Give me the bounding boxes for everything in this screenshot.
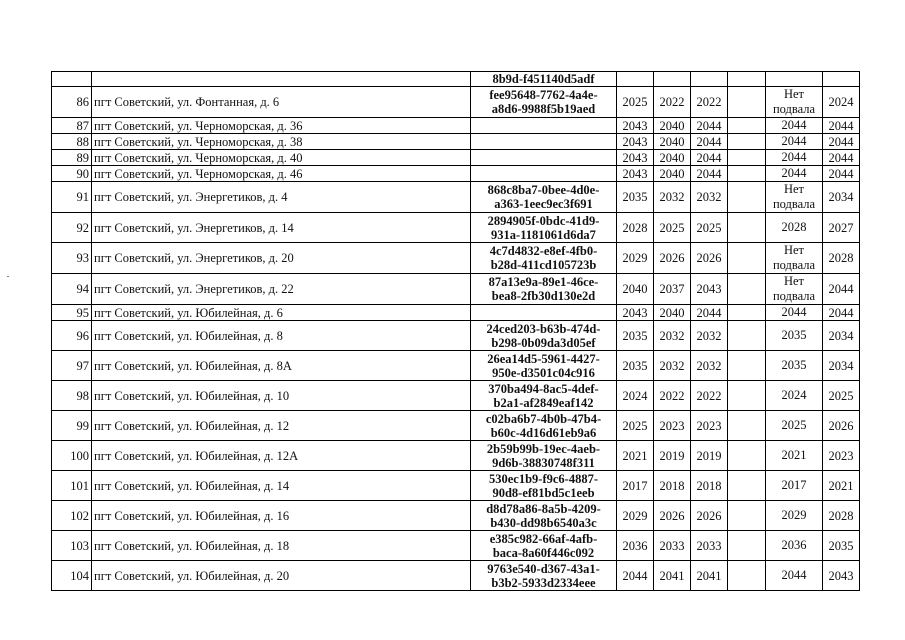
cell-year-3: 2043 <box>691 274 728 305</box>
cell-year-3: 2025 <box>691 213 728 243</box>
cell-number: 96 <box>52 321 92 351</box>
cell-address: пгт Советский, ул. Юбилейная, д. 14 <box>92 471 471 501</box>
cell-year-2: 2026 <box>654 243 691 274</box>
cell-number: 101 <box>52 471 92 501</box>
cell-year-6: 2026 <box>823 411 860 441</box>
cell-guid <box>471 213 617 243</box>
table-row <box>52 531 860 561</box>
cell-year-2 <box>654 72 691 87</box>
cell-year-4 <box>728 441 766 471</box>
guid-line-2: bea8-2fb30d130e2d <box>491 289 596 303</box>
cell-year-5: 2035 <box>766 351 823 381</box>
cell-guid <box>471 321 617 351</box>
cell-number: 97 <box>52 351 92 381</box>
cell-year-5: Нет подвала <box>766 87 823 118</box>
cell-year-1: 2029 <box>617 501 654 531</box>
cell-year-2: 2025 <box>654 213 691 243</box>
cell-year-4 <box>728 150 766 166</box>
cell-year-4 <box>728 72 766 87</box>
guid-line-1: 26ea14d5-5961-4427- <box>487 351 600 366</box>
cell-address: пгт Советский, ул. Черноморская, д. 40 <box>92 150 471 166</box>
cell-number: 94 <box>52 274 92 305</box>
cell-number: 91 <box>52 182 92 213</box>
cell-year-5: Нет подвала <box>766 182 823 213</box>
guid-line-1: 9763e540-d367-43a1- <box>487 561 600 576</box>
cell-year-4 <box>728 274 766 305</box>
cell-year-1: 2025 <box>617 411 654 441</box>
cell-year-1: 2025 <box>617 87 654 118</box>
cell-year-4 <box>728 182 766 213</box>
guid-line-2: 950e-d3501c04c916 <box>492 365 595 380</box>
guid-line-2: b298-0b09da3d05ef <box>491 335 596 350</box>
cell-guid <box>471 274 617 305</box>
cell-year-3 <box>691 72 728 87</box>
cell-year-5: 2028 <box>766 213 823 243</box>
cell-year-5: 2044 <box>766 305 823 321</box>
cell-year-5: 2024 <box>766 381 823 411</box>
cell-address: пгт Советский, ул. Юбилейная, д. 16 <box>92 501 471 531</box>
cell-year-3: 2026 <box>691 501 728 531</box>
cell-year-6: 2021 <box>823 471 860 501</box>
cell-guid <box>471 87 617 118</box>
cell-guid <box>471 471 617 501</box>
table-row <box>52 411 860 441</box>
cell-year-5: 2044 <box>766 118 823 134</box>
cell-year-3: 2044 <box>691 134 728 150</box>
guid-line-1: 2b59b99b-19ec-4aeb- <box>486 441 601 456</box>
cell-year-4 <box>728 134 766 150</box>
cell-year-5: Нет подвала <box>766 274 823 305</box>
guid-line-1: 4c7d4832-e8ef-4fb0- <box>489 244 598 258</box>
cell-year-1: 2036 <box>617 531 654 561</box>
cell-year-1: 2028 <box>617 213 654 243</box>
cell-year-4 <box>728 381 766 411</box>
table-row <box>52 561 860 591</box>
margin-mark <box>7 276 9 277</box>
cell-year-2: 2032 <box>654 351 691 381</box>
cell-year-1: 2024 <box>617 381 654 411</box>
cell-guid <box>471 118 617 134</box>
cell-year-2: 2040 <box>654 118 691 134</box>
cell-year-4 <box>728 561 766 591</box>
cell-year-3: 2044 <box>691 118 728 134</box>
cell-address: пгт Советский, ул. Черноморская, д. 36 <box>92 118 471 134</box>
cell-year-2: 2032 <box>654 321 691 351</box>
guid-line-2: 90d8-ef81bd5c1eeb <box>492 485 595 500</box>
cell-year-3: 2026 <box>691 243 728 274</box>
cell-number: 88 <box>52 134 92 150</box>
table-row <box>52 243 860 274</box>
cell-year-4 <box>728 411 766 441</box>
cell-year-4 <box>728 118 766 134</box>
cell-year-1: 2035 <box>617 182 654 213</box>
cell-year-3: 2022 <box>691 381 728 411</box>
cell-guid <box>471 351 617 381</box>
table-row <box>52 274 860 305</box>
cell-year-2: 2022 <box>654 87 691 118</box>
cell-guid <box>471 381 617 411</box>
cell-year-4 <box>728 243 766 274</box>
cell-guid <box>471 305 617 321</box>
cell-guid <box>471 166 617 182</box>
cell-number: 104 <box>52 561 92 591</box>
cell-address: пгт Советский, ул. Черноморская, д. 38 <box>92 134 471 150</box>
guid-line-1: fee95648-7762-4a4e- <box>489 88 598 102</box>
cell-guid <box>471 561 617 591</box>
cell-address: пгт Советский, ул. Юбилейная, д. 12 <box>92 411 471 441</box>
cell-year-2: 2023 <box>654 411 691 441</box>
table-row <box>52 381 860 411</box>
cell-number: 89 <box>52 150 92 166</box>
guid-line-2: b3b2-5933d2334eee <box>491 575 596 590</box>
cell-number: 103 <box>52 531 92 561</box>
guid-line-1: e385c982-66af-4afb- <box>489 531 598 546</box>
guid-line-1: c02ba6b7-4b0b-47b4- <box>485 411 602 426</box>
cell-year-2: 2018 <box>654 471 691 501</box>
cell-guid <box>471 243 617 274</box>
cell-year-2: 2033 <box>654 531 691 561</box>
cell-year-1: 2021 <box>617 441 654 471</box>
table-row <box>52 182 860 213</box>
cell-address: пгт Советский, ул. Юбилейная, д. 12А <box>92 441 471 471</box>
cell-year-6: 2025 <box>823 381 860 411</box>
cell-address: пгт Советский, ул. Юбилейная, д. 6 <box>92 305 471 321</box>
cell-guid: 8b9d-f451140d5adf <box>471 72 617 87</box>
cell-guid <box>471 150 617 166</box>
cell-year-3: 2018 <box>691 471 728 501</box>
cell-year-1: 2035 <box>617 351 654 381</box>
cell-address: пгт Советский, ул. Энергетиков, д. 20 <box>92 243 471 274</box>
cell-address <box>92 72 471 87</box>
cell-year-3: 2044 <box>691 305 728 321</box>
cell-year-4 <box>728 321 766 351</box>
table-row <box>52 441 860 471</box>
cell-year-4 <box>728 87 766 118</box>
table-row <box>52 134 860 150</box>
cell-address: пгт Советский, ул. Юбилейная, д. 18 <box>92 531 471 561</box>
cell-year-6: 2028 <box>823 501 860 531</box>
table-row <box>52 150 860 166</box>
cell-year-5: Нет подвала <box>766 243 823 274</box>
cell-address: пгт Советский, ул. Юбилейная, д. 8А <box>92 351 471 381</box>
cell-address: пгт Советский, ул. Энергетиков, д. 4 <box>92 182 471 213</box>
cell-year-1: 2044 <box>617 561 654 591</box>
guid-line-2: 931a-1181061d6da7 <box>491 227 596 242</box>
cell-guid <box>471 182 617 213</box>
cell-guid <box>471 501 617 531</box>
table-row <box>52 118 860 134</box>
table-row <box>52 87 860 118</box>
cell-number: 100 <box>52 441 92 471</box>
cell-year-2: 2026 <box>654 501 691 531</box>
cell-year-6: 2043 <box>823 561 860 591</box>
guid-line-2: b430-dd98b6540a3c <box>490 515 597 530</box>
table-row <box>52 321 860 351</box>
cell-year-6: 2044 <box>823 118 860 134</box>
guid-line-1: 868c8ba7-0bee-4d0e- <box>487 183 600 197</box>
cell-year-2: 2040 <box>654 134 691 150</box>
cell-year-2: 2032 <box>654 182 691 213</box>
cell-year-1: 2040 <box>617 274 654 305</box>
cell-guid <box>471 441 617 471</box>
cell-year-2: 2037 <box>654 274 691 305</box>
guid-line-1: 370ba494-8ac5-4def- <box>488 381 599 396</box>
cell-year-3: 2044 <box>691 150 728 166</box>
cell-year-3: 2041 <box>691 561 728 591</box>
cell-year-5: 2044 <box>766 150 823 166</box>
cell-year-2: 2040 <box>654 150 691 166</box>
cell-year-6: 2035 <box>823 531 860 561</box>
guid-line-2: 9d6b-38830748f311 <box>492 455 595 470</box>
cell-address: пгт Советский, ул. Фонтанная, д. 6 <box>92 87 471 118</box>
guid-line-2: b60c-4d16d61eb9a6 <box>490 425 597 440</box>
cell-year-3: 2033 <box>691 531 728 561</box>
cell-year-6 <box>823 72 860 87</box>
cell-year-4 <box>728 166 766 182</box>
cell-year-5: 2036 <box>766 531 823 561</box>
cell-year-5: 2044 <box>766 134 823 150</box>
cell-year-5: 2025 <box>766 411 823 441</box>
cell-year-4 <box>728 531 766 561</box>
cell-year-5: 2017 <box>766 471 823 501</box>
cell-year-5: 2021 <box>766 441 823 471</box>
cell-number: 93 <box>52 243 92 274</box>
cell-number: 90 <box>52 166 92 182</box>
cell-year-6: 2044 <box>823 150 860 166</box>
cell-year-6: 2044 <box>823 305 860 321</box>
cell-year-6: 2034 <box>823 321 860 351</box>
cell-number: 98 <box>52 381 92 411</box>
cell-address: пгт Советский, ул. Энергетиков, д. 14 <box>92 213 471 243</box>
cell-number: 92 <box>52 213 92 243</box>
cell-year-3: 2032 <box>691 182 728 213</box>
cell-guid <box>471 134 617 150</box>
table-row <box>52 471 860 501</box>
cell-year-2: 2041 <box>654 561 691 591</box>
cell-year-6: 2044 <box>823 166 860 182</box>
cell-number: 86 <box>52 87 92 118</box>
cell-year-5: 2044 <box>766 561 823 591</box>
cell-number: 102 <box>52 501 92 531</box>
cell-year-5: 2029 <box>766 501 823 531</box>
guid-line-1: 87a13e9a-89e1-46ce- <box>488 275 599 289</box>
cell-year-3: 2023 <box>691 411 728 441</box>
cell-address: пгт Советский, ул. Юбилейная, д. 20 <box>92 561 471 591</box>
cell-address: пгт Советский, ул. Черноморская, д. 46 <box>92 166 471 182</box>
table-row <box>52 166 860 182</box>
table-row <box>52 305 860 321</box>
guid-line-2: b2a1-af2849eaf142 <box>493 395 594 410</box>
cell-guid <box>471 411 617 441</box>
cell-year-1: 2043 <box>617 305 654 321</box>
cell-year-6: 2024 <box>823 87 860 118</box>
cell-year-6: 2034 <box>823 182 860 213</box>
cell-number: 95 <box>52 305 92 321</box>
cell-number: 99 <box>52 411 92 441</box>
cell-year-3: 2032 <box>691 351 728 381</box>
cell-year-5: 2035 <box>766 321 823 351</box>
cell-year-6: 2027 <box>823 213 860 243</box>
cell-year-4 <box>728 351 766 381</box>
cell-year-5 <box>766 72 823 87</box>
cell-year-4 <box>728 501 766 531</box>
guid-line-2: a363-1eec9ec3f691 <box>494 197 593 211</box>
guid-line-2: baca-8a60f446c092 <box>492 545 595 560</box>
guid-line-1: d8d78a86-8a5b-4209- <box>486 501 601 516</box>
cell-year-2: 2040 <box>654 305 691 321</box>
cell-year-4 <box>728 305 766 321</box>
cell-number: 87 <box>52 118 92 134</box>
cell-year-4 <box>728 471 766 501</box>
cell-year-1: 2017 <box>617 471 654 501</box>
cell-year-3: 2044 <box>691 166 728 182</box>
cell-year-6: 2034 <box>823 351 860 381</box>
guid-line-2: b28d-411cd105723b <box>490 258 597 272</box>
cell-year-1 <box>617 72 654 87</box>
cell-year-2: 2040 <box>654 166 691 182</box>
cell-year-3: 2019 <box>691 441 728 471</box>
guid-line-1: 2894905f-0bdc-41d9- <box>487 213 600 228</box>
cell-year-3: 2032 <box>691 321 728 351</box>
cell-year-6: 2028 <box>823 243 860 274</box>
cell-number <box>52 72 92 87</box>
table-row-continuation <box>52 72 860 87</box>
cell-year-1: 2043 <box>617 118 654 134</box>
cell-year-4 <box>728 213 766 243</box>
cell-guid <box>471 531 617 561</box>
table-row <box>52 351 860 381</box>
housing-register-table <box>51 71 860 591</box>
cell-address: пгт Советский, ул. Энергетиков, д. 22 <box>92 274 471 305</box>
guid-line-1: 530ec1b9-f9c6-4887- <box>489 471 598 486</box>
cell-year-6: 2023 <box>823 441 860 471</box>
cell-year-6: 2044 <box>823 134 860 150</box>
cell-address: пгт Советский, ул. Юбилейная, д. 10 <box>92 381 471 411</box>
cell-year-3: 2022 <box>691 87 728 118</box>
guid-line-1: 24ced203-b63b-474d- <box>486 321 601 336</box>
table-body <box>52 72 860 591</box>
cell-year-1: 2043 <box>617 166 654 182</box>
table-row <box>52 213 860 243</box>
cell-year-1: 2043 <box>617 134 654 150</box>
cell-year-1: 2043 <box>617 150 654 166</box>
cell-year-1: 2035 <box>617 321 654 351</box>
guid-line-2: a8d6-9988f5b19aed <box>491 102 596 116</box>
table-row <box>52 501 860 531</box>
cell-year-1: 2029 <box>617 243 654 274</box>
cell-address: пгт Советский, ул. Юбилейная, д. 8 <box>92 321 471 351</box>
cell-year-2: 2022 <box>654 381 691 411</box>
cell-year-2: 2019 <box>654 441 691 471</box>
cell-year-5: 2044 <box>766 166 823 182</box>
cell-year-6: 2044 <box>823 274 860 305</box>
